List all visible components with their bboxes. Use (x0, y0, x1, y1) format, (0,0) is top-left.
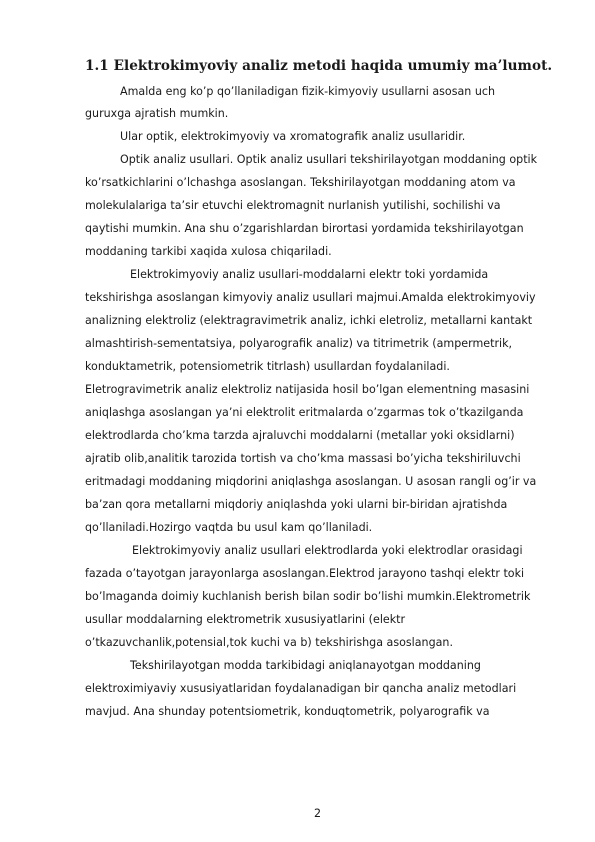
text-line: almashtirish-sementatsiya, polyarografik analiz) va titrimetrik (ampermetrik, (85, 337, 513, 350)
text-line: ba’zan qora metallarni miqdoriy aniqlashda yoki ularni bir-biridan ajratishda (85, 498, 508, 511)
text-line: o’tkazuvchanlik,potensial,tok kuchi va b) tekshirishga asoslangan. (85, 636, 453, 649)
text-line: Ular optik, elektrokimyoviy va xromatografik analiz usullaridir. (120, 130, 466, 143)
page-number: 2 (314, 807, 322, 820)
text-line: ko’rsatkichlarini o’lchashga asoslangan. Tekshirilayotgan moddaning atom va (85, 176, 516, 189)
text-line: Elektrokimyoviy analiz usullari elektrodlarda yoki elektrodlar orasidagi (132, 544, 523, 557)
text-line: Eletrogravimetrik analiz elektroliz natijasida hosil bo’lgan elementning masasini (85, 383, 530, 396)
text-line: tekshirishga asoslangan kimyoviy analiz usullari majmui.Amalda elektrokimyoviy (85, 291, 536, 304)
text-line: Tekshirilayotgan modda tarkibidagi aniqlanayotgan moddaning (130, 659, 481, 672)
text-line: ajratib olib,analitik tarozida tortish va cho’kma massasi bo’yicha tekshiriluvchi (85, 452, 521, 465)
text-line: Elektrokimyoviy analiz usullari-moddalarni elektr toki yordamida (130, 268, 489, 281)
text-line: eritmadagi moddaning miqdorini aniqlashga asoslangan. U asosan rangli og’ir va (85, 475, 537, 488)
text-line: qo’llaniladi.Hozirgo vaqtda bu usul kam qo’llaniladi. (85, 521, 373, 534)
text-line: qaytishi mumkin. Ana shu o’zgarishlardan birortasi yordamida tekshirilayotgan (85, 222, 524, 235)
text-line: Optik analiz usullari. Optik analiz usullari tekshirilayotgan moddaning optik (120, 153, 538, 166)
text-line: usullar moddalarning elektrometrik xususiyatlarini (elektr (85, 613, 406, 626)
text-line: elektroximiyaviy xususiyatlaridan foydalanadigan bir qancha analiz metodlari (85, 682, 517, 695)
text-line: moddaning tarkibi xaqida xulosa chiqariladi. (85, 245, 332, 258)
text-line: aniqlashga asoslangan ya’ni elektrolit eritmalarda o’zgarmas tok o’tkazilganda (85, 406, 524, 419)
text-line: guruxga ajratish mumkin. (85, 107, 229, 120)
text-line: bo’lmaganda doimiy kuchlanish berish bilan sodir bo’lishi mumkin.Elektrometrik (85, 590, 531, 603)
text-line: elektrodlarda cho’kma tarzda ajraluvchi moddalarni (metallar yoki oksidlarni) (85, 429, 515, 442)
text-line: Amalda eng ko’p qo’llaniladigan fizik-kimyoviy usullarni asosan uch (120, 85, 496, 98)
text-line: fazada o’tayotgan jarayonlarga asoslangan.Elektrod jarayono tashqi elektr toki (85, 567, 525, 580)
text-line: molekulalariga ta’sir etuvchi elektromagnit nurlanish yutilishi, sochilishi va (85, 199, 501, 212)
text-line: mavjud. Ana shunday potentsiometrik, konduqtometrik, polyarografik va (85, 705, 490, 718)
text-line: analizning elektroliz (elektragravimetrik analiz, ichki eletroliz, metallarni kantakt (85, 314, 533, 327)
section-heading: 1.1 Elektrokimyoviy analiz metodi haqida umumiy ma’lumot. (85, 58, 553, 74)
text-line: konduktametrik, potensiometrik titrlash) usullardan foydalaniladi. (85, 360, 450, 373)
